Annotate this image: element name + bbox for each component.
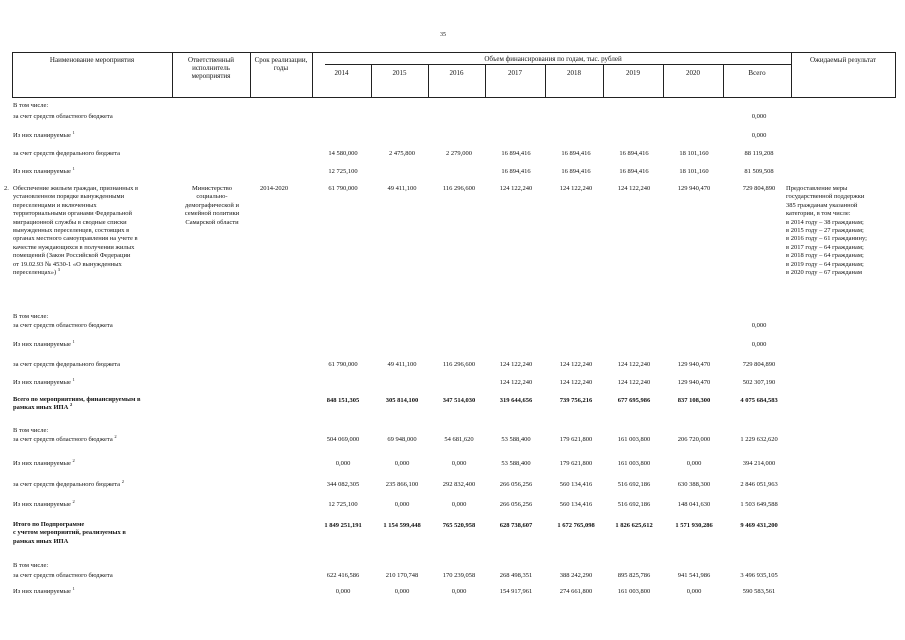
value-cell: 16 894,416 — [561, 168, 591, 175]
header-year-2020: 2020 — [686, 69, 700, 77]
value-cell: 1 826 625,612 — [615, 522, 653, 529]
value-cell: 3 496 935,105 — [740, 572, 778, 579]
value-cell: 16 894,416 — [561, 150, 591, 157]
value-cell: 0,000 — [751, 132, 767, 139]
value-cell: 266 056,256 — [499, 481, 533, 488]
table-row — [0, 101, 905, 111]
value-cell: 53 588,400 — [501, 436, 531, 443]
value-cell: 124 122,240 — [617, 361, 651, 368]
text-line: Итого по Подпрограмме — [13, 521, 85, 528]
value-cell: 347 514,030 — [442, 397, 476, 404]
text-line: переселенцами и включенных — [13, 201, 97, 209]
row-label: Из них планируемые $^1$ — [13, 376, 75, 386]
text-line: в 2019 году – 64 гражданам; — [786, 260, 864, 268]
page-number: 35 — [440, 32, 446, 38]
header-year-2014: 2014 — [334, 69, 349, 77]
value-cell: 0,000 — [394, 460, 410, 467]
measure-period: 2014-2020 — [260, 185, 289, 192]
row-label: за счет средств областного бюджета $^2$ — [13, 433, 117, 443]
text-line: категории, в том числе: — [786, 210, 851, 218]
footnote-mark: 1 — [72, 129, 75, 135]
value-cell: 124 122,240 — [559, 185, 593, 192]
table-row — [0, 321, 905, 331]
value-cell: 124 122,240 — [559, 379, 593, 386]
value-cell: 14 580,000 — [328, 150, 358, 157]
text-line: в 2020 году – 67 гражданам — [786, 269, 863, 277]
header-executor: Ответственный исполнитель мероприятия — [187, 56, 235, 80]
grand-total-values — [0, 521, 905, 531]
value-cell: 560 134,416 — [559, 501, 593, 508]
value-cell: 206 720,000 — [677, 436, 711, 443]
value-cell: 516 692,186 — [617, 501, 651, 508]
value-cell: 0,000 — [751, 341, 767, 348]
measure-number: 2. — [4, 185, 9, 192]
header-year-2016: 2016 — [449, 69, 464, 77]
table-row — [0, 340, 905, 350]
footnote-mark: 2 — [121, 478, 124, 484]
value-cell: 516 692,186 — [617, 481, 651, 488]
table-row — [0, 378, 905, 388]
value-cell: 16 894,416 — [501, 168, 531, 175]
value-cell: 504 069,000 — [326, 436, 360, 443]
value-cell: 12 725,100 — [328, 501, 358, 508]
table-row — [0, 459, 905, 469]
row-label: за счет средств федерального бюджета $^2$ — [13, 478, 124, 488]
value-cell: 1 154 599,448 — [383, 522, 421, 529]
table-row — [0, 149, 905, 159]
table-row — [0, 360, 905, 370]
value-cell: 12 725,100 — [328, 168, 358, 175]
footnote-mark: 2 — [72, 498, 75, 504]
value-cell: 1 229 632,620 — [740, 436, 778, 443]
value-cell: 274 661,800 — [559, 588, 593, 595]
text-line: территориальными органами Федеральной — [13, 210, 133, 218]
text-line: Предоставление меры — [786, 185, 848, 192]
measure-values — [0, 184, 905, 194]
value-cell: 848 151,305 — [326, 397, 360, 404]
value-cell: 1 571 930,286 — [675, 522, 713, 529]
value-cell: 124 122,240 — [499, 379, 533, 386]
value-cell: 630 388,300 — [677, 481, 711, 488]
value-cell: 49 411,100 — [387, 361, 417, 368]
text-line: Министерство — [191, 185, 233, 192]
value-cell: 941 541,986 — [677, 572, 711, 579]
value-cell: 53 588,400 — [501, 460, 531, 467]
row-label: Из них планируемые $^1$ — [13, 585, 75, 595]
table-row — [0, 561, 905, 571]
footnote-mark: 1 — [72, 338, 75, 344]
text-line: с учетом мероприятий, реализуемых в — [13, 529, 126, 537]
text-line: в 2018 году – 64 гражданам; — [786, 252, 864, 260]
row-label: за счет средств областного бюджета — [13, 322, 113, 329]
value-cell: 0,000 — [686, 460, 702, 467]
header-total: Всего — [748, 69, 766, 77]
text-line: переселенцах») $^3$ — [13, 266, 61, 277]
value-cell: 0,000 — [451, 588, 467, 595]
table-row — [0, 131, 905, 141]
header-funding: Объем финансирования по годам, тыс. рублей — [484, 55, 622, 63]
value-cell: 161 003,800 — [617, 460, 651, 467]
value-cell: 2 846 051,963 — [740, 481, 778, 488]
value-cell: 266 056,256 — [499, 501, 533, 508]
value-cell: 590 583,561 — [742, 588, 776, 595]
footnote-mark: 1 — [72, 376, 75, 382]
row-label: Из них планируемые $^1$ — [13, 165, 75, 175]
row-label: В том числе: — [13, 562, 49, 569]
row-label: Из них планируемые $^1$ — [13, 129, 75, 139]
measure-name — [13, 185, 181, 277]
value-cell: 129 940,470 — [677, 361, 711, 368]
value-cell: 116 296,600 — [442, 185, 476, 192]
text-line: демографической и — [185, 201, 239, 209]
value-cell: 1 672 765,098 — [557, 522, 595, 529]
value-cell: 179 621,800 — [559, 460, 593, 467]
value-cell: 729 804,890 — [742, 361, 776, 368]
value-cell: 2 475,800 — [389, 150, 415, 157]
text-line: рамках иных ИПА — [13, 537, 69, 545]
text-line: в 2014 году – 38 гражданам; — [786, 218, 864, 226]
value-cell: 161 003,800 — [617, 436, 651, 443]
value-cell: 0,000 — [751, 322, 767, 329]
measure-result — [786, 185, 898, 277]
value-cell: 61 790,000 — [328, 185, 358, 192]
value-cell: 0,000 — [394, 588, 410, 595]
text-line: 385 гражданам указанной — [786, 201, 858, 209]
row-label: Из них планируемые $^1$ — [13, 338, 75, 348]
value-cell: 49 411,100 — [387, 185, 417, 192]
table-row — [0, 167, 905, 177]
header-year-2015: 2015 — [392, 69, 407, 77]
value-cell: 388 242,290 — [559, 572, 593, 579]
row-label: В том числе: — [13, 313, 49, 320]
header-year-2017: 2017 — [508, 69, 522, 77]
value-cell: 319 644,656 — [499, 397, 533, 404]
text-line: в 2017 году – 64 гражданам; — [786, 243, 864, 251]
value-cell: 16 894,416 — [501, 150, 531, 157]
value-cell: 235 866,100 — [385, 481, 419, 488]
value-cell: 1 849 251,191 — [324, 522, 362, 529]
text-line: помещений (Закон Российской Федерации — [13, 252, 131, 260]
value-cell: 81 509,508 — [744, 168, 774, 175]
text-line: рамках иных ИПА $^2$ — [13, 402, 73, 412]
table-header — [12, 52, 896, 98]
text-line: Всего по мероприятиям, финансируемым в — [13, 396, 141, 403]
value-cell: 729 804,890 — [742, 185, 776, 192]
value-cell: 0,000 — [451, 460, 467, 467]
value-cell: 628 738,607 — [499, 522, 533, 529]
header-name: Наименование мероприятия — [49, 56, 135, 64]
value-cell: 129 940,470 — [677, 379, 711, 386]
text-line: в 2015 году – 27 гражданам; — [786, 227, 864, 235]
row-label: В том числе: — [13, 427, 49, 434]
value-cell: 124 122,240 — [617, 379, 651, 386]
value-cell: 16 894,416 — [619, 150, 649, 157]
footnote-mark: 2 — [114, 433, 117, 439]
table-row — [0, 571, 905, 581]
value-cell: 116 296,600 — [442, 361, 476, 368]
row-label: Из них планируемые $^2$ — [13, 498, 75, 508]
value-cell: 61 790,000 — [328, 361, 358, 368]
value-cell: 179 621,800 — [559, 436, 593, 443]
value-cell: 4 075 684,583 — [740, 397, 778, 404]
value-cell: 0,000 — [686, 588, 702, 595]
value-cell: 1 503 649,588 — [740, 501, 778, 508]
text-line: государственной поддержки — [786, 193, 865, 201]
value-cell: 895 825,786 — [617, 572, 651, 579]
footnote-mark: 2 — [69, 402, 73, 408]
value-cell: 502 307,190 — [742, 379, 776, 386]
value-cell: 18 101,160 — [679, 168, 709, 175]
text-line: от 19.02.93 № 4530-1 «О вынужденных — [13, 260, 122, 268]
value-cell: 148 041,630 — [677, 501, 711, 508]
value-cell: 124 122,240 — [559, 361, 593, 368]
table-row — [0, 587, 905, 597]
footnote-mark: 3 — [57, 266, 61, 272]
value-cell: 739 756,216 — [559, 397, 593, 404]
table-row — [0, 480, 905, 490]
header-year-2019: 2019 — [626, 69, 640, 77]
total-ipa-values — [0, 396, 905, 406]
text-line: вынужденных переселенцев, состоящих в — [13, 227, 130, 235]
value-cell: 69 948,000 — [387, 436, 417, 443]
text-line: Обеспечение жильем граждан, признанных в — [13, 185, 139, 192]
value-cell: 88 119,208 — [744, 150, 774, 157]
value-cell: 9 469 431,200 — [740, 522, 778, 529]
text-line: в 2016 году – 61 гражданину; — [786, 235, 867, 243]
value-cell: 161 003,800 — [617, 588, 651, 595]
value-cell: 292 832,400 — [442, 481, 476, 488]
footnote-mark: 1 — [72, 165, 75, 171]
text-line: качестве нуждающихся в получении жилых — [13, 243, 135, 251]
text-line: органах местного самоуправления на учете в — [13, 235, 138, 243]
row-label: за счет средств федерального бюджета — [13, 361, 121, 368]
footnote-mark: 2 — [72, 457, 75, 463]
value-cell: 170 239,058 — [442, 572, 476, 579]
text-line: семейной политики — [184, 210, 240, 218]
text-line: Самарской области — [185, 218, 239, 226]
text-line: миграционной службы в сводные списки — [13, 218, 127, 226]
value-cell: 18 101,160 — [679, 150, 709, 157]
value-cell: 394 214,000 — [742, 460, 776, 467]
value-cell: 560 134,416 — [559, 481, 593, 488]
value-cell: 124 122,240 — [499, 185, 533, 192]
header-period: Срок реализации, годы — [254, 56, 308, 72]
value-cell: 622 416,586 — [326, 572, 360, 579]
value-cell: 124 122,240 — [499, 361, 533, 368]
text-line: установленном порядке вынужденными — [13, 193, 125, 201]
value-cell: 54 681,620 — [444, 436, 474, 443]
value-cell: 210 170,748 — [385, 572, 419, 579]
header-result: Ожидаемый результат — [809, 56, 877, 64]
value-cell: 0,000 — [751, 113, 767, 120]
value-cell: 129 940,470 — [677, 185, 711, 192]
table-row — [0, 500, 905, 510]
value-cell: 0,000 — [451, 501, 467, 508]
value-cell: 0,000 — [394, 501, 410, 508]
table-row — [0, 435, 905, 445]
header-year-2018: 2018 — [567, 69, 581, 77]
value-cell: 677 695,986 — [617, 397, 651, 404]
row-label: за счет средств федерального бюджета — [13, 150, 121, 157]
value-cell: 154 917,961 — [499, 588, 533, 595]
text-line: социально- — [196, 193, 228, 201]
value-cell: 124 122,240 — [617, 185, 651, 192]
value-cell: 305 814,100 — [385, 397, 419, 404]
value-cell: 268 498,351 — [499, 572, 533, 579]
value-cell: 16 894,416 — [619, 168, 649, 175]
row-label: Из них планируемые $^2$ — [13, 457, 75, 467]
value-cell: 837 108,300 — [677, 397, 711, 404]
value-cell: 765 520,958 — [442, 522, 476, 529]
footnote-mark: 1 — [72, 585, 75, 591]
value-cell: 0,000 — [335, 460, 351, 467]
table-row — [0, 112, 905, 122]
row-label: за счет средств областного бюджета — [13, 572, 113, 579]
row-label: за счет средств областного бюджета — [13, 113, 113, 120]
value-cell: 0,000 — [335, 588, 351, 595]
value-cell: 2 279,000 — [446, 150, 472, 157]
value-cell: 344 082,305 — [326, 481, 360, 488]
row-label: В том числе: — [13, 102, 49, 109]
